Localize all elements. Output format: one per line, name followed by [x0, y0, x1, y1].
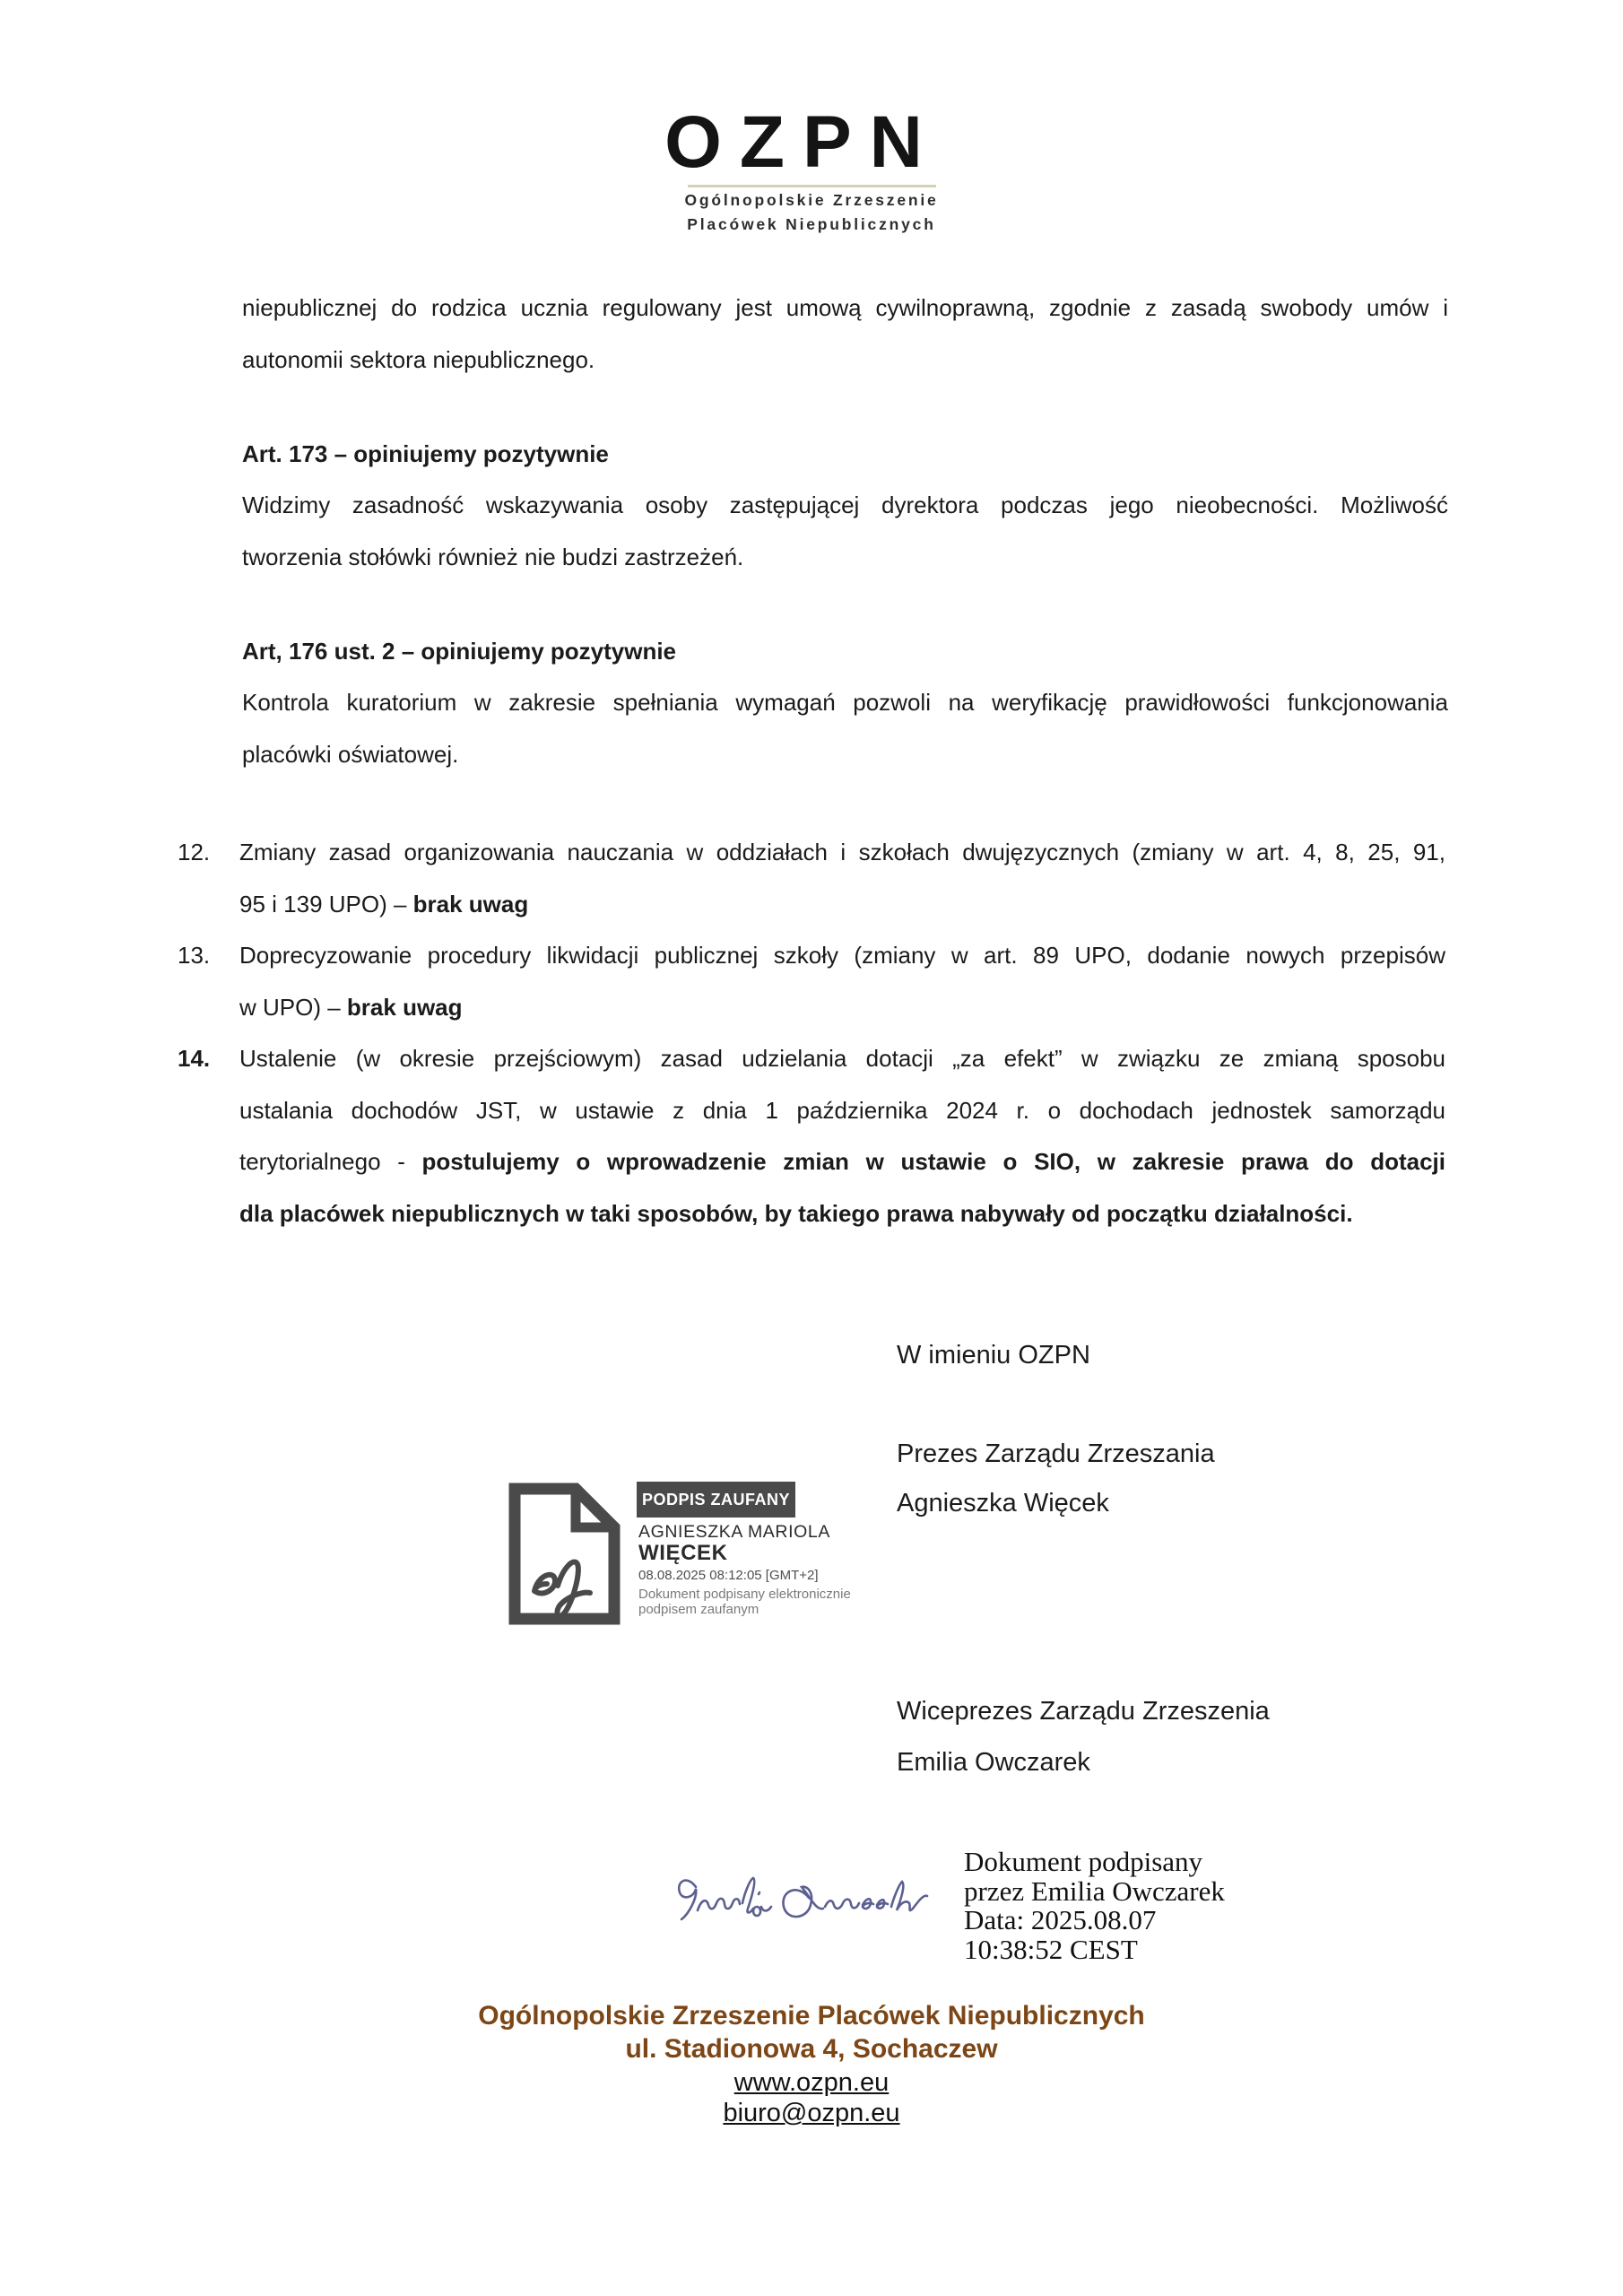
footer-email-link[interactable]: biuro@ozpn.eu	[723, 2099, 900, 2127]
stamp-signer-first-names: AGNIESZKA MARIOLA	[638, 1522, 830, 1542]
on-behalf-label: W imieniu OZPN	[897, 1341, 1090, 1370]
digital-signature-line: Data: 2025.08.07	[964, 1904, 1157, 1935]
footer-org-name: Ogólnopolskie Zrzeszenie Placówek Niepublicznych	[478, 2001, 1145, 2031]
stamp-signer-surname: WIĘCEK	[638, 1541, 728, 1565]
vice-president-name: Emilia Owczarek	[897, 1748, 1090, 1777]
numbered-list	[178, 827, 1445, 1239]
paragraph-continuation	[242, 283, 1448, 386]
paragraph-line: placówki oświatowej.	[242, 740, 459, 768]
list-item-line: terytorialnego - postulujemy o wprowadzenie zmian w ustawie o SIO, w zakresie prawa do dotacji	[239, 1148, 1445, 1175]
list-item-number: 12.	[178, 839, 211, 865]
vice-president-title: Wiceprezes Zarządu Zrzeszenia	[897, 1697, 1270, 1726]
president-title: Prezes Zarządu Zrzeszania	[897, 1439, 1215, 1468]
emphasis-brak-uwag: brak uwag	[412, 890, 529, 918]
logo-subtitle-line2: Placówek Niepublicznych	[687, 215, 936, 233]
list-item-line: ustalania dochodów JST, w ustawie z dnia 1 października 2024 r. o dochodach jednostek samorządu	[239, 1096, 1445, 1124]
digital-signature-line: przez Emilia Owczarek	[964, 1874, 1225, 1907]
paragraph-line: niepublicznej do rodzica ucznia regulowany jest umową cywilnoprawną, zgodnie z zasadą swobody umów i	[242, 294, 1448, 321]
footer-website-link[interactable]: www.ozpn.eu	[733, 2068, 890, 2097]
footer-address: ul. Stadionowa 4, Sochaczew	[625, 2034, 998, 2064]
stamp-note-line2: podpisem zaufanym	[638, 1602, 759, 1617]
list-item-line: Doprecyzowanie procedury likwidacji publicznej szkoły (zmiany w art. 89 UPO, dodanie nowych przepisów	[239, 942, 1445, 969]
list-item-number: 13.	[178, 942, 211, 969]
paragraph-line: autonomii sektora niepublicznego.	[242, 345, 595, 373]
president-name: Agnieszka Więcek	[897, 1489, 1109, 1518]
emphasis-brak-uwag: brak uwag	[346, 993, 463, 1021]
list-item-14	[178, 1033, 1445, 1239]
paragraph-line: Widzimy zasadność wskazywania osoby zastępującej dyrektora podczas jego nieobecności. Możliwość	[242, 491, 1448, 518]
list-item-line: 95 i 139 UPO) – brak uwag	[239, 890, 529, 918]
stamp-timestamp: 08.08.2025 08:12:05 [GMT+2]	[638, 1568, 819, 1583]
list-item-number: 14.	[178, 1045, 211, 1072]
heading-art-173: Art. 173 – opiniujemy pozytywnie	[242, 440, 609, 467]
list-item-13	[178, 930, 1445, 1033]
digital-signature-line: Dokument podpisany	[964, 1846, 1203, 1877]
digital-signature-block	[964, 1848, 1225, 1964]
stamp-note-line1: Dokument podpisany elektronicznie	[638, 1587, 851, 1602]
trusted-signature-badge: PODPIS ZAUFANY	[637, 1482, 795, 1518]
paragraph-art-176	[242, 677, 1448, 780]
list-item-line: w UPO) – brak uwag	[239, 993, 463, 1021]
paragraph-line: tworzenia stołówki również nie budzi zastrzeżeń.	[242, 543, 744, 570]
list-item-12	[178, 827, 1445, 930]
paragraph-art-173	[242, 480, 1448, 583]
logo-subtitle-line1: Ogólnopolskie Zrzeszenie	[684, 191, 939, 209]
logo-divider-line	[688, 185, 936, 187]
list-item-line: Ustalenie (w okresie przejściowym) zasad udzielania dotacji „za efekt” w związku ze zmianą sposobu	[239, 1045, 1445, 1072]
list-item-line: dla placówek niepublicznych w taki sposobów, by takiego prawa nabywały od początku działalności.	[239, 1199, 1353, 1227]
paragraph-line: Kontrola kuratorium w zakresie spełniania wymagań pozwoli na weryfikację prawidłowości funkcjonowania	[242, 689, 1448, 716]
list-item-line: Zmiany zasad organizowania nauczania w oddziałach i szkołach dwujęzycznych (zmiany w art. 4, 8, 25, 91,	[239, 839, 1445, 865]
heading-art-176: Art, 176 ust. 2 – opiniujemy pozytywnie	[242, 638, 677, 665]
signed-document-icon	[508, 1482, 621, 1631]
ozpn-logo: OZPN	[664, 101, 941, 183]
handwritten-signature	[674, 1867, 943, 1952]
digital-signature-line: 10:38:52 CEST	[964, 1933, 1138, 1965]
emphasis-postulate: postulujemy o wprowadzenie zmian w ustawie o SIO, w zakresie prawa do dotacji	[421, 1148, 1445, 1175]
